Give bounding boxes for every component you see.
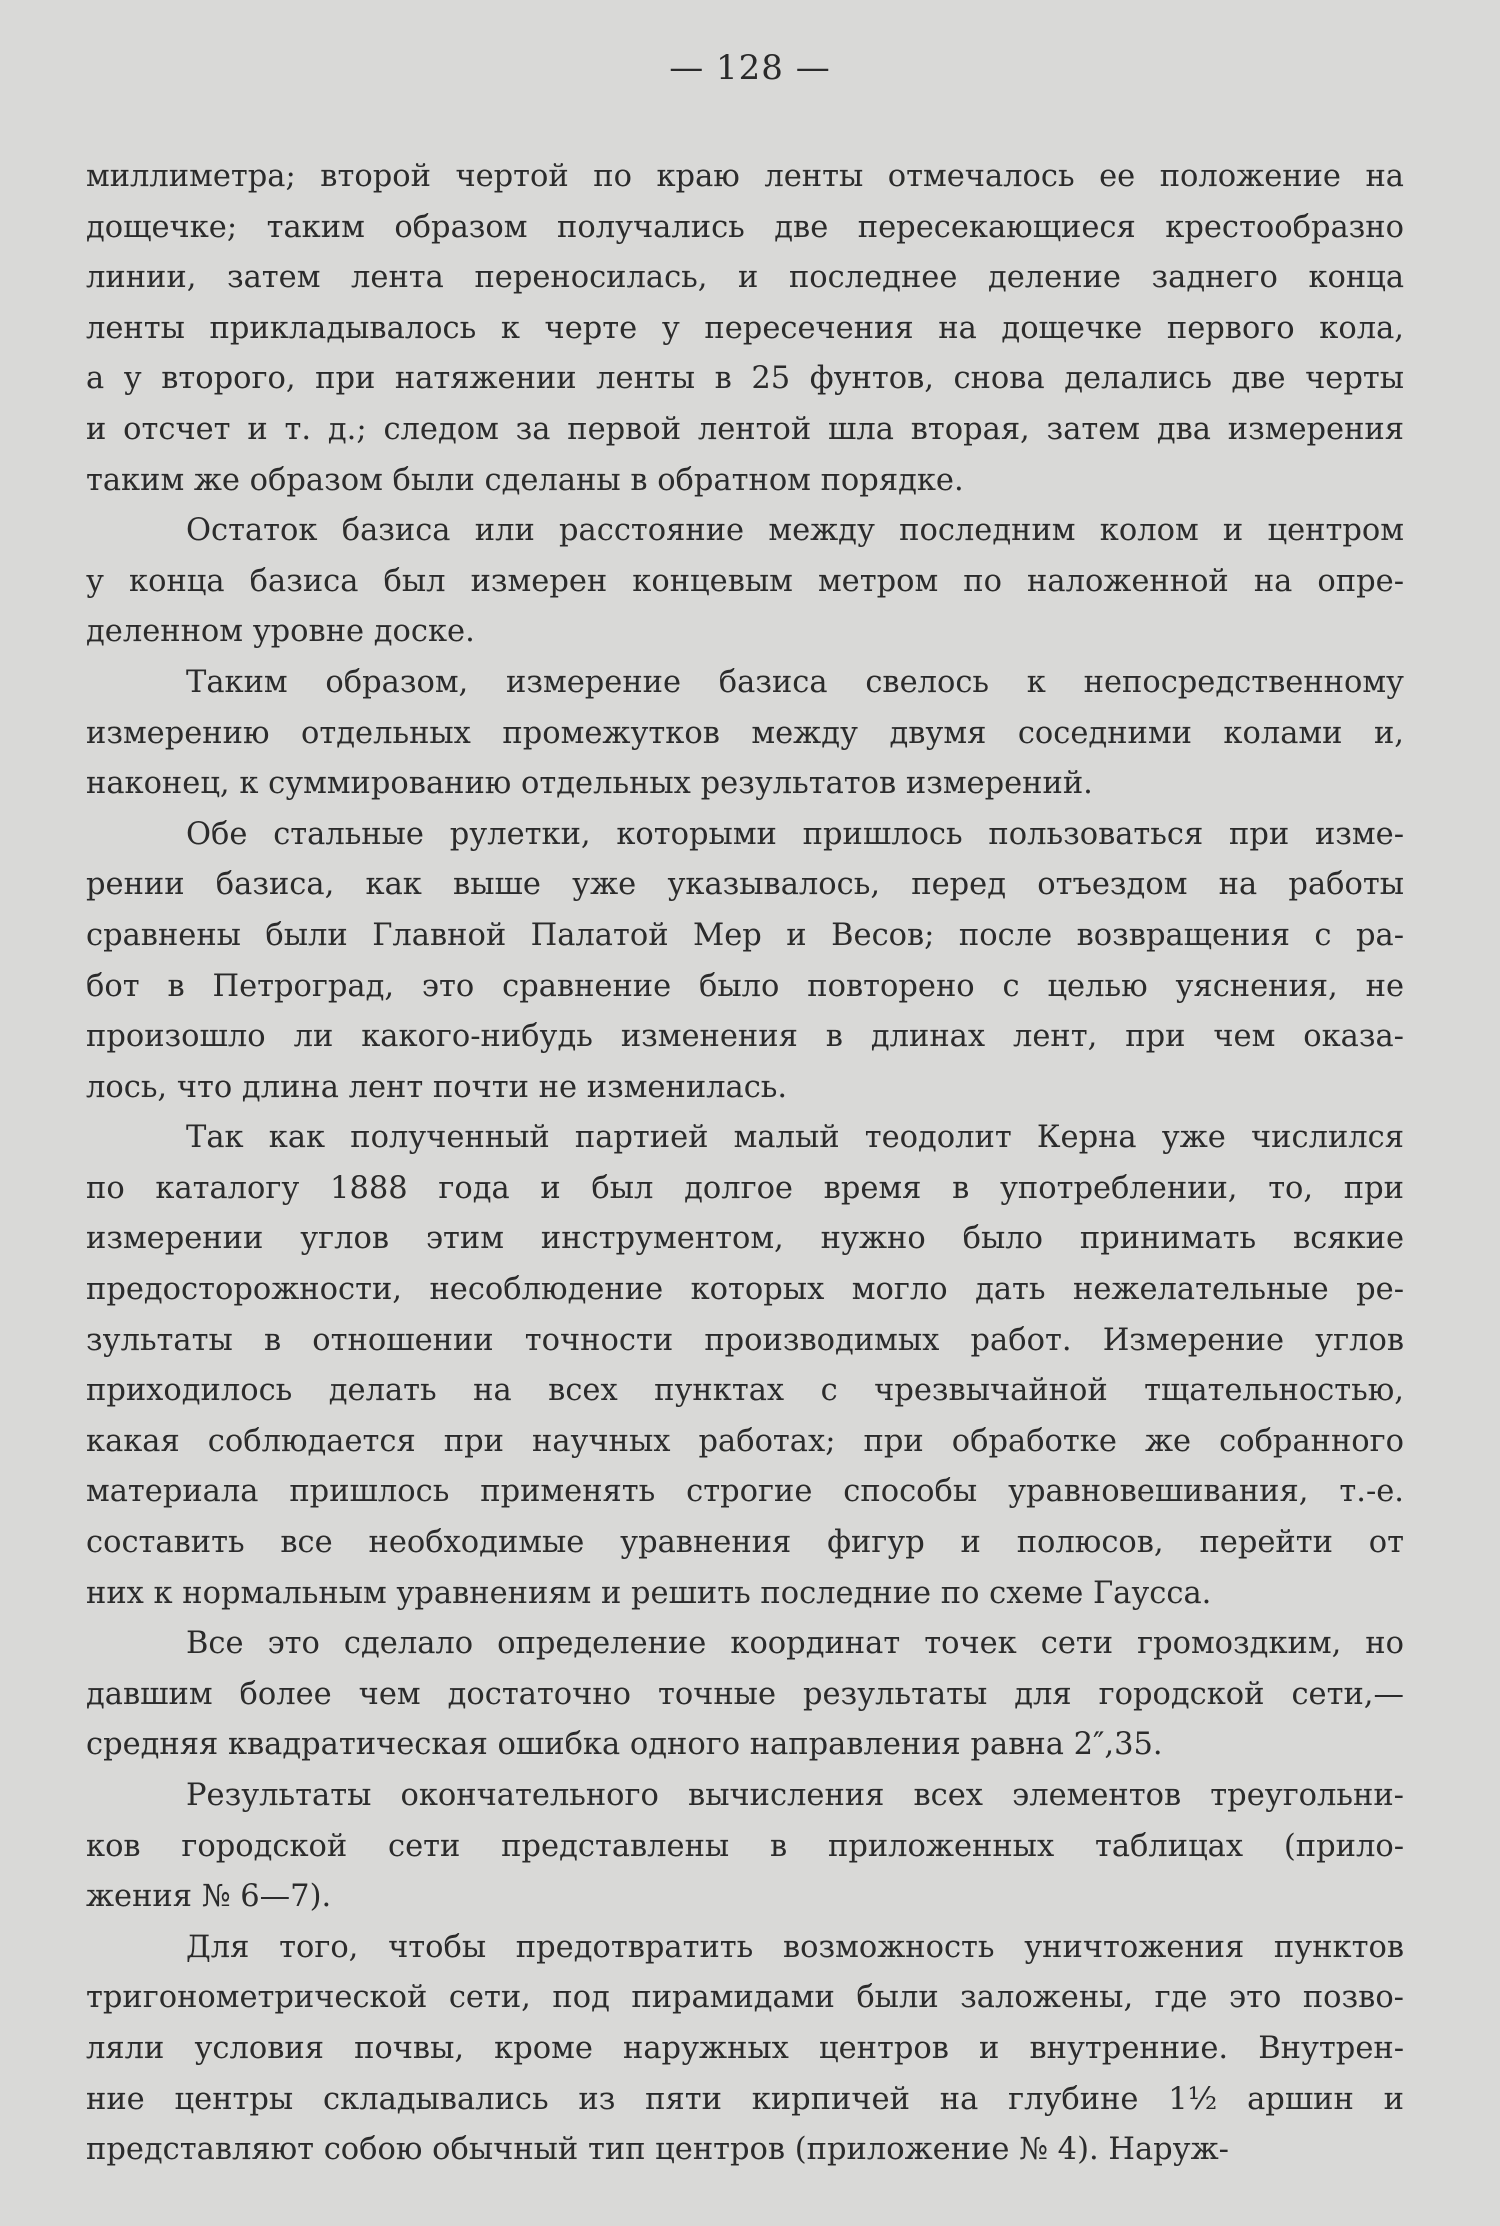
paragraph xyxy=(86,1619,1404,1771)
text-line: наконец, к суммированию отдельных результатов измерений. xyxy=(86,766,1093,802)
paragraph xyxy=(86,152,1404,506)
paragraph xyxy=(86,1113,1404,1619)
text-line: миллиметра; второй чертой по краю ленты отмечалось ее положение на xyxy=(86,159,1404,194)
text-line: составить все необходимые уравнения фигур и полюсов, перейти от xyxy=(86,1525,1404,1561)
text-line: линии, затем лента переносилась, и последнее деление заднего конца xyxy=(86,260,1404,296)
text-line: деленном уровне доске. xyxy=(86,614,475,650)
text-line: и отсчет и т. д.; следом за первой лентой шла вторая, затем два измерения xyxy=(86,411,1404,447)
text-line: измерению отдельных промежутков между двумя соседними колами и, xyxy=(86,715,1404,751)
text-line: таким же образом были сделаны в обратном порядке. xyxy=(86,462,964,498)
text-line: давшим более чем достаточно точные результаты для городской сети,— xyxy=(86,1676,1404,1712)
page-number: — 128 — xyxy=(669,48,831,88)
text-line: какая соблюдается при научных работах; при обработке же собранного xyxy=(86,1423,1404,1459)
text-line: средняя квадратическая ошибка одного направления равна 2″,35. xyxy=(86,1727,1163,1763)
text-line: жения № 6—7). xyxy=(86,1879,332,1915)
text-line: дощечке; таким образом получались две пересекающиеся крестообразно xyxy=(86,209,1404,245)
text-line: ляли условия почвы, кроме наружных центров и внутренние. Внутрен- xyxy=(86,2030,1404,2066)
text-line: по каталогу 1888 года и был долгое время в употреблении, то, при xyxy=(86,1170,1404,1206)
text-line: Результаты окончательного вычисления всех элементов треугольни- xyxy=(186,1778,1404,1813)
text-line: Обе стальные рулетки, которыми пришлось пользоваться при изме- xyxy=(186,816,1404,852)
text-line: Для того, чтобы предотвратить возможность уничтожения пунктов xyxy=(186,1929,1404,1965)
text-line: измерении углов этим инструментом, нужно было принимать всякие xyxy=(86,1221,1404,1257)
text-line: зультаты в отношении точности производимых работ. Измерение углов xyxy=(86,1322,1404,1358)
text-line: Так как полученный партией малый теодолит Керна уже числился xyxy=(186,1120,1404,1156)
text-line: приходилось делать на всех пунктах с чрезвычайной тщательностью, xyxy=(86,1373,1404,1409)
text-line: ков городской сети представлены в приложенных таблицах (прило- xyxy=(86,1828,1404,1864)
text-line: а у второго, при натяжении ленты в 25 фунтов, снова делались две черты xyxy=(86,361,1404,397)
paragraph xyxy=(86,658,1404,810)
text-line: материала пришлось применять строгие способы уравновешивания, т.-е. xyxy=(86,1474,1404,1510)
text-line: предосторожности, несоблюдение которых могло дать нежелательные ре- xyxy=(86,1272,1404,1308)
text-line: них к нормальным уравнениям и решить последние по схеме Гаусса. xyxy=(86,1575,1212,1611)
text-line: тригонометрической сети, под пирамидами были заложены, где это позво- xyxy=(86,1980,1404,2016)
text-line: бот в Петроград, это сравнение было повторено с целью уяснения, не xyxy=(86,968,1404,1004)
text-line: ленты прикладывалось к черте у пересечения на дощечке первого кола, xyxy=(86,310,1404,346)
text-line: представляют собою обычный тип центров (приложение № 4). Наруж- xyxy=(86,2132,1229,2168)
text-line: Таким образом, измерение базиса свелось к непосредственному xyxy=(186,664,1404,700)
text-line: сравнены были Главной Палатой Мер и Весов; после возвращения с ра- xyxy=(86,917,1404,953)
text-body xyxy=(86,152,1404,2176)
text-line: произошло ли какого-нибудь изменения в длинах лент, при чем оказа- xyxy=(86,1019,1404,1055)
text-line: лось, что длина лент почти не изменилась. xyxy=(86,1069,788,1105)
paragraph xyxy=(86,1771,1404,1923)
paragraph xyxy=(86,506,1404,658)
text-line: рении базиса, как выше уже указывалось, перед отъездом на работы xyxy=(86,867,1404,903)
text-line: у конца базиса был измерен концевым метром по наложенной на опре- xyxy=(86,563,1404,599)
text-line: ние центры складывались из пяти кирпичей на глубине 1½ аршин и xyxy=(86,2081,1404,2117)
paragraph xyxy=(86,1923,1404,2176)
paragraph xyxy=(86,810,1404,1114)
text-line: Остаток базиса или расстояние между последним колом и центром xyxy=(186,513,1404,549)
text-line: Все это сделало определение координат точек сети громоздким, но xyxy=(186,1626,1404,1662)
